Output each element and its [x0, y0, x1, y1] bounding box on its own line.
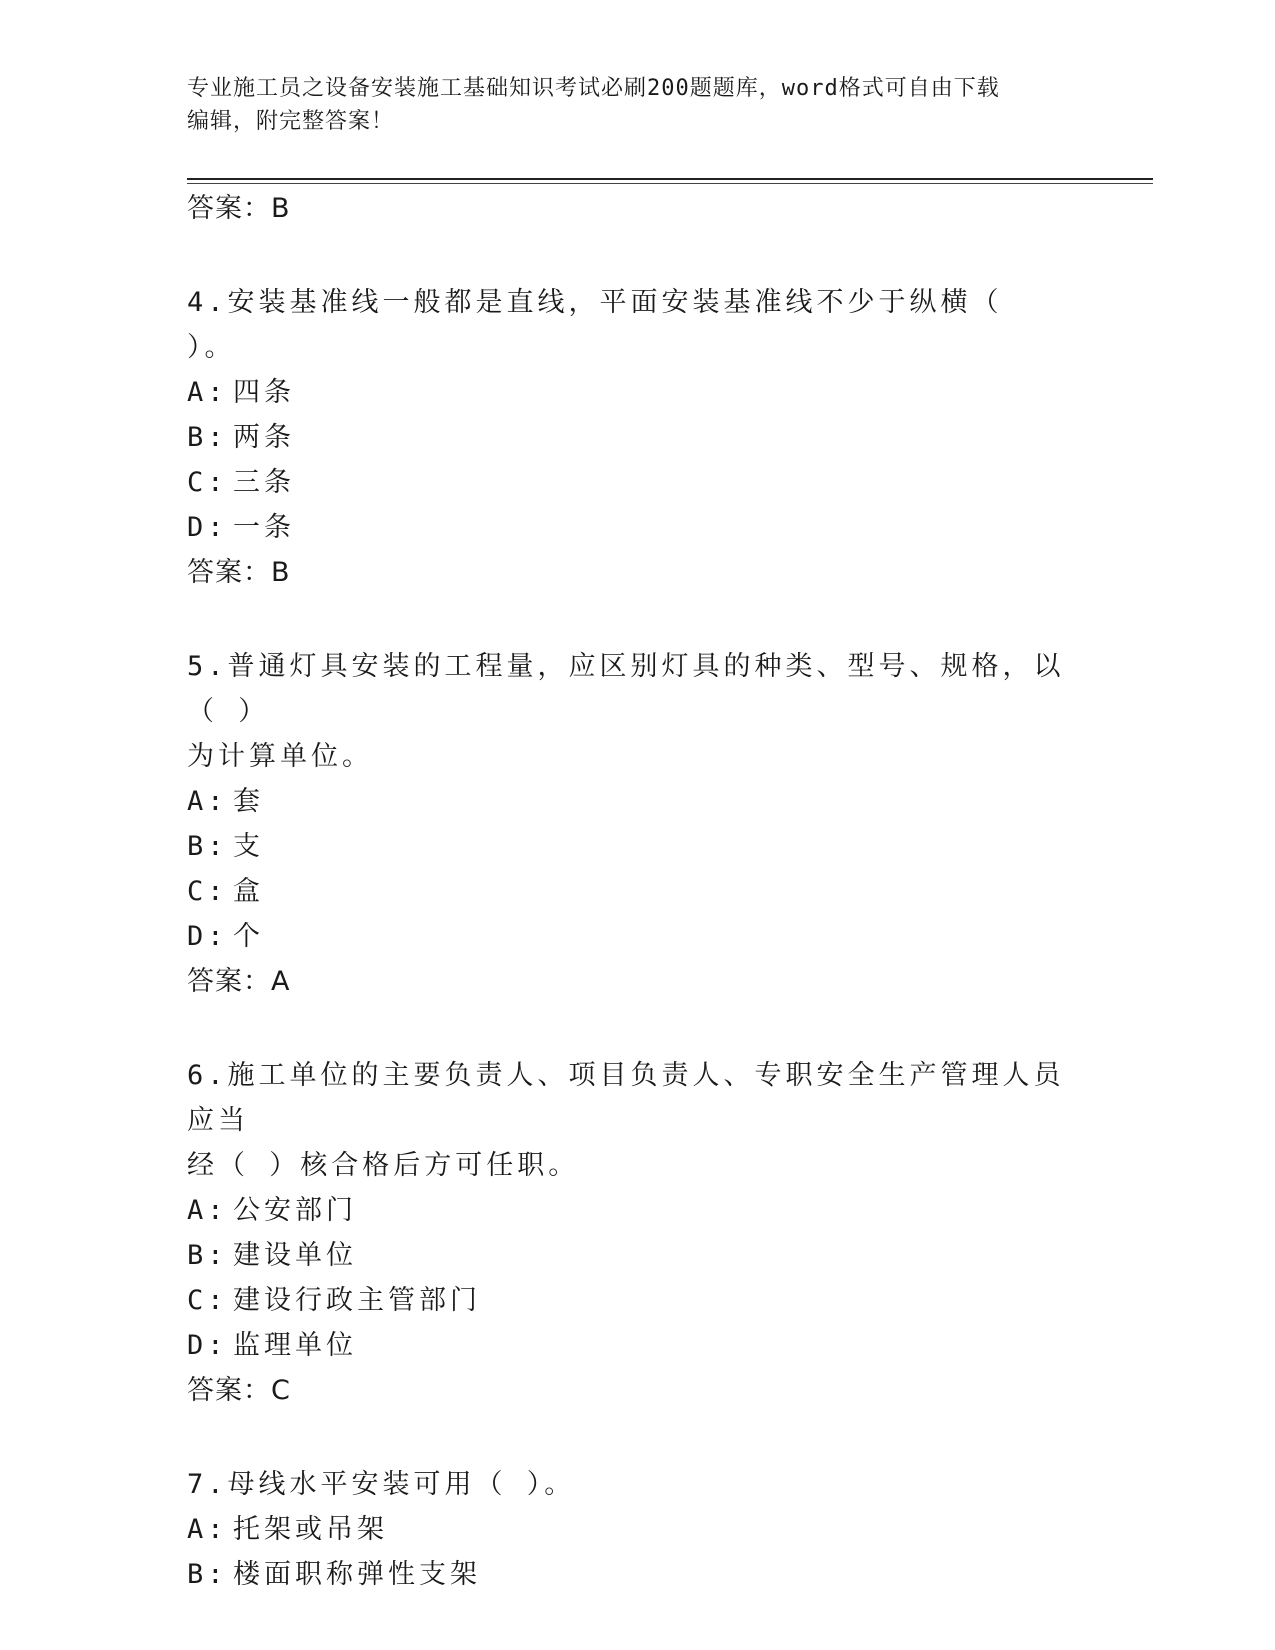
question-5: [187, 644, 1153, 1004]
header-rule-thin: [187, 183, 1153, 184]
question-4-text: 4.安装基准线一般都是直线，平面安装基准线不少于纵横（ ）。: [187, 287, 1003, 363]
question-6-option-c: C: 建设行政主管部门: [187, 1285, 481, 1316]
question-5-option-b: B: 支: [187, 831, 264, 862]
question-4-option-a: A: 四条: [187, 377, 295, 408]
question-7-option-a: A: 托架或吊架: [187, 1514, 388, 1545]
question-4: [187, 280, 1153, 595]
question-6-option-d: D: 监理单位: [187, 1330, 357, 1361]
header-line-1: 专业施工员之设备安装施工基础知识考试必刷200题题库，word格式可自由下载: [187, 76, 1000, 101]
question-6-option-a: A: 公安部门: [187, 1195, 357, 1226]
question-list: [187, 186, 1153, 1597]
spacer: [187, 1413, 1153, 1462]
spacer: [187, 1004, 1153, 1053]
question-5-option-c: C: 盒: [187, 876, 264, 907]
question-5-option-d: D: 个: [187, 921, 264, 952]
question-4-option-d: D: 一条: [187, 512, 295, 543]
spacer: [187, 595, 1153, 644]
question-6-text: 6.施工单位的主要负责人、项目负责人、专职安全生产管理人员应当 经（ ）核合格后方可任职。: [187, 1060, 1065, 1181]
question-7: [187, 1462, 1153, 1597]
answer-previous: 答案：B: [187, 193, 291, 224]
question-7-option-b: B: 楼面职称弹性支架: [187, 1559, 481, 1590]
question-4-answer: 答案：B: [187, 557, 291, 588]
page-header: [187, 72, 1087, 138]
question-4-option-c: C: 三条: [187, 467, 295, 498]
question-5-answer: 答案：A: [187, 966, 291, 997]
question-4-option-b: B: 两条: [187, 422, 295, 453]
question-5-text: 5.普通灯具安装的工程量，应区别灯具的种类、型号、规格，以（ ） 为计算单位。: [187, 651, 1065, 772]
question-7-text: 7.母线水平安装可用（ ）。: [187, 1469, 576, 1500]
header-rule-thick: [187, 178, 1153, 180]
question-6: [187, 1053, 1153, 1413]
spacer: [187, 231, 1153, 280]
question-5-option-a: A: 套: [187, 786, 264, 817]
question-6-answer: 答案：C: [187, 1375, 291, 1406]
question-6-option-b: B: 建设单位: [187, 1240, 357, 1271]
header-line-2: 编辑，附完整答案！: [187, 109, 395, 134]
